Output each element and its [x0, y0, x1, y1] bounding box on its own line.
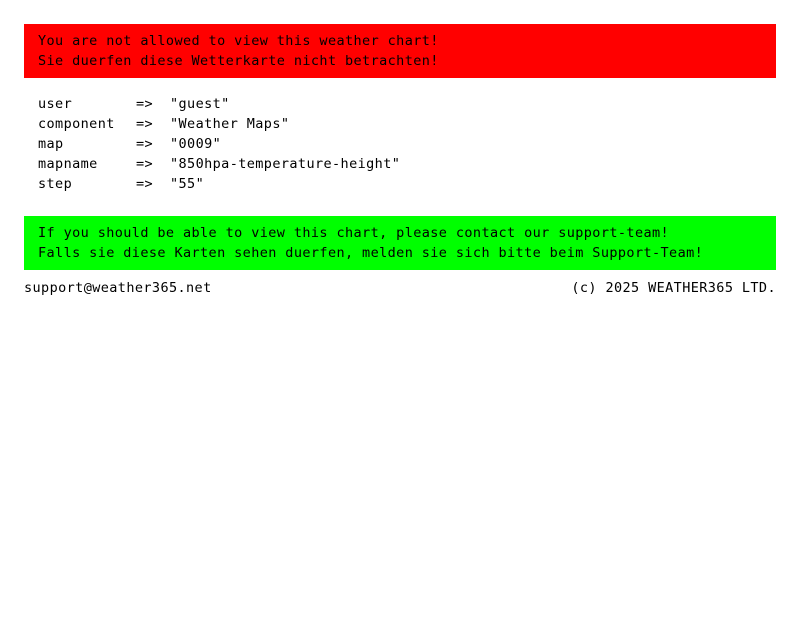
error-banner-line-en: You are not allowed to view this weather chart!	[38, 33, 439, 49]
param-arrow: =>	[136, 96, 154, 112]
info-banner	[24, 216, 776, 270]
param-arrow: =>	[136, 116, 154, 132]
param-key: step	[38, 176, 73, 192]
list-item	[38, 114, 800, 134]
request-parameters-list	[38, 94, 800, 194]
param-arrow: =>	[136, 136, 154, 152]
list-item	[38, 134, 800, 154]
list-item	[38, 174, 800, 194]
param-arrow: =>	[136, 156, 154, 172]
param-key: user	[38, 96, 73, 112]
param-value: "55"	[170, 176, 205, 192]
error-banner	[24, 24, 776, 78]
param-arrow: =>	[136, 176, 154, 192]
param-key: map	[38, 136, 64, 152]
param-value: "Weather Maps"	[170, 116, 290, 132]
param-key: mapname	[38, 156, 98, 172]
info-banner-line-de: Falls sie diese Karten sehen duerfen, melden sie sich bitte beim Support-Team!	[38, 245, 704, 261]
spacer	[0, 194, 800, 216]
error-banner-line-de: Sie duerfen diese Wetterkarte nicht betrachten!	[38, 53, 439, 69]
page-container	[0, 24, 800, 298]
param-value: "0009"	[170, 136, 222, 152]
list-item	[38, 94, 800, 114]
footer	[24, 278, 776, 298]
param-key: component	[38, 116, 115, 132]
param-value: "850hpa-temperature-height"	[170, 156, 401, 172]
list-item	[38, 154, 800, 174]
copyright-text: (c) 2025 WEATHER365 LTD.	[571, 280, 776, 296]
support-email-link[interactable]: support@weather365.net	[24, 280, 212, 296]
info-banner-line-en: If you should be able to view this chart, please contact our support-team!	[38, 225, 670, 241]
param-value: "guest"	[170, 96, 230, 112]
